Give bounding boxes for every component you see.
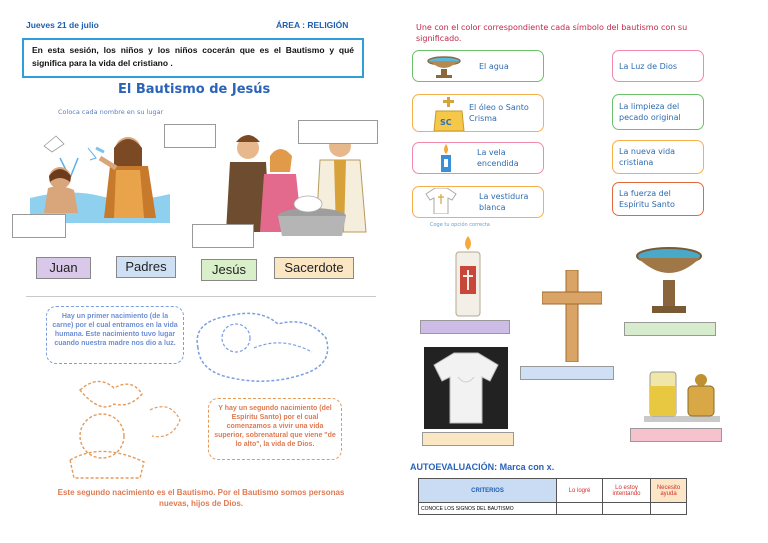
white-garment-icon xyxy=(424,188,458,214)
date-label: Jueves 21 de julio xyxy=(26,20,99,30)
blank-box-center[interactable] xyxy=(192,224,254,248)
autoevaluation-title: AUTOEVALUACIÓN: Marca con x. xyxy=(410,462,555,472)
name-card-padres[interactable]: Padres xyxy=(116,256,176,278)
meaning-new-life-label: La nueva vida cristiana xyxy=(619,147,676,167)
baptismal-font-image xyxy=(634,246,704,316)
holy-oils-image xyxy=(644,366,720,422)
section-divider xyxy=(26,296,376,297)
baptismal-garment-image xyxy=(424,347,508,429)
meaning-light-label: La Luz de Dios xyxy=(619,61,678,71)
meaning-cleansing-card[interactable] xyxy=(612,94,704,130)
meaning-spirit-card[interactable] xyxy=(612,182,704,216)
symbol-oil-label: El óleo o Santo Crisma xyxy=(469,103,529,123)
name-card-jesus[interactable]: Jesús xyxy=(201,259,257,281)
blank-box-left[interactable] xyxy=(12,214,66,238)
area-label: ÁREA : RELIGIÓN xyxy=(276,20,349,30)
baptismal-font-icon xyxy=(426,55,462,79)
sc-label: SC xyxy=(440,118,452,127)
color-bar-oils[interactable] xyxy=(630,428,722,442)
symbol-water-label: El agua xyxy=(479,61,509,71)
criteria-row-label: CONOCE LOS SIGNOS DEL BAUTISMO xyxy=(419,503,557,515)
wooden-cross-image xyxy=(542,270,602,362)
meaning-light-card[interactable] xyxy=(612,50,704,82)
meaning-cleansing-label: La limpieza del pecado original xyxy=(619,102,681,122)
paschal-candle-image xyxy=(450,236,486,318)
symbol-garment-label: La vestidura blanca xyxy=(479,192,529,212)
header-necesito-ayuda: Necesito ayuda xyxy=(651,479,687,503)
matching-instruction: Une con el color correspondiente cada símbolo del bautismo con su significado. xyxy=(416,23,688,43)
header-lo-logre: Lo logré xyxy=(557,479,603,503)
check-cell-ayuda[interactable] xyxy=(651,503,687,515)
criteria-table xyxy=(418,478,687,515)
color-bar-cross[interactable] xyxy=(520,366,614,380)
meaning-spirit-label: La fuerza del Espíritu Santo xyxy=(619,189,675,209)
name-card-sacerdote[interactable]: Sacerdote xyxy=(274,257,354,279)
check-cell-logre[interactable] xyxy=(557,503,603,515)
check-cell-intentando[interactable] xyxy=(603,503,651,515)
blank-box-top-right[interactable] xyxy=(298,120,378,144)
session-box: En esta sesión, los niños y los niños cocerán que es el Bautismo y qué significa para la vida del cristiano . xyxy=(22,38,364,78)
symbol-candle-card[interactable] xyxy=(412,142,544,174)
symbol-candle-label: La vela encendida xyxy=(477,148,519,168)
page-title: El Bautismo de Jesús xyxy=(118,82,271,97)
color-bar-font[interactable] xyxy=(624,322,716,336)
blank-box-top-left-2[interactable] xyxy=(164,124,216,148)
color-bar-candle[interactable] xyxy=(420,320,510,334)
dove-and-baby-drawing xyxy=(40,370,190,482)
header-criterios: CRITERIOS xyxy=(419,479,557,503)
header-lo-estoy-intentando: Lo estoy intentando xyxy=(603,479,651,503)
second-birth-text: Y hay un segundo nacimiento (del Espíritu Santo) por el cual comenzamos a vivir una vida superior, sobrenatural que viene "de lo alto", la vida de Dios. xyxy=(214,405,336,448)
color-bar-garment[interactable] xyxy=(422,432,514,446)
first-birth-text: Hay un primer nacimiento (de la carne) por el cual entramos en la vida humana. Este nacimiento tuvo lugar cuando nuestra madre nos dio a luz. xyxy=(52,313,178,347)
subtitle: Coloca cada nombre en su lugar xyxy=(58,108,164,116)
newborn-baby-drawing xyxy=(188,302,336,384)
lit-candle-icon xyxy=(434,144,458,174)
baptism-of-jesus-illustration xyxy=(30,118,170,223)
small-caption: Coge tu opción correcta xyxy=(430,222,490,228)
meaning-new-life-card[interactable] xyxy=(612,140,704,174)
name-card-juan[interactable]: Juan xyxy=(36,257,91,279)
baptism-conclusion-text: Este segundo nacimiento es el Bautismo. Por el Bautismo somos personas nuevas, hijos de Dios. xyxy=(57,488,345,508)
